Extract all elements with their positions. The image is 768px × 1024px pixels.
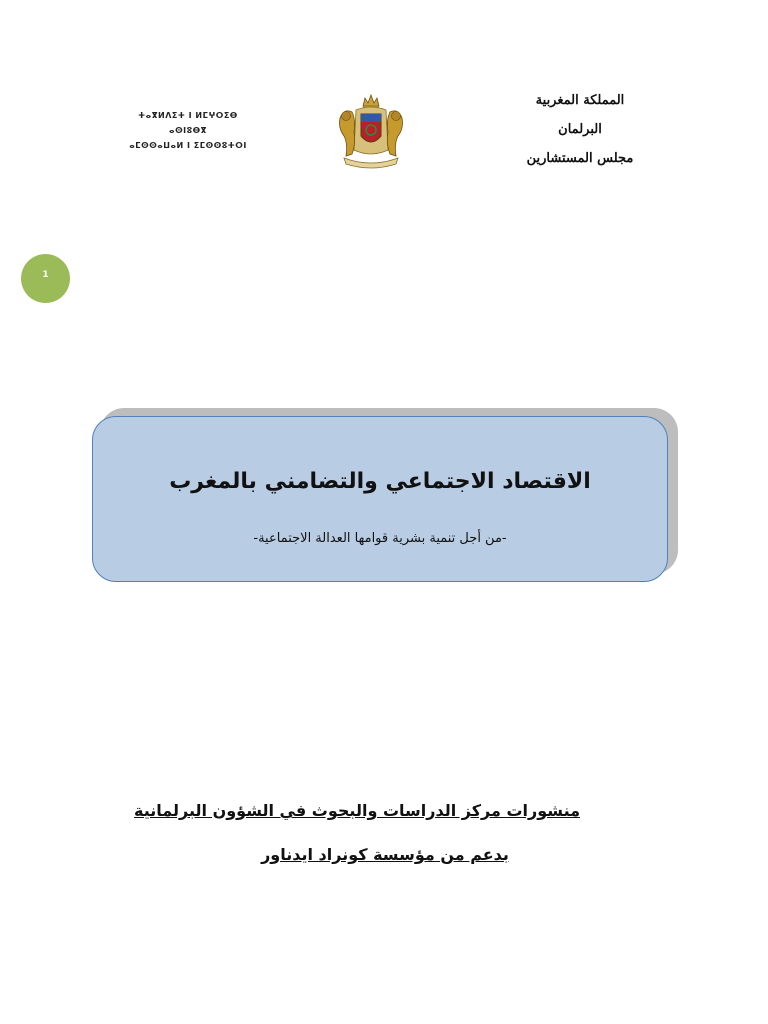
tifinagh-line-council: ⴰⵎⵙⵙⴰⵡⴰⵍ ⵏ ⵉⵎⵙⵙⵓⵜⵔⵏ: [129, 141, 247, 150]
arabic-line-parliament: البرلمان: [558, 122, 602, 137]
arabic-header: [520, 86, 640, 173]
publisher-line: منشورات مركز الدراسات والبحوث في الشؤون البرلمانية: [134, 801, 580, 820]
document-title: الاقتصاد الاجتماعي والتضامني بالمغرب: [169, 469, 591, 494]
tifinagh-header: [118, 108, 258, 153]
arabic-line-kingdom: المملكة المغربية: [535, 93, 625, 108]
coat-of-arms-icon: [334, 92, 408, 170]
page-number: 1: [42, 269, 49, 280]
tifinagh-line-kingdom: ⵜⴰⴳⵍⴷⵉⵜ ⵏ ⵍⵎⵖⵔⵉⴱ: [138, 111, 238, 120]
arabic-line-council: مجلس المستشارين: [526, 151, 634, 166]
title-box: [92, 416, 668, 582]
support-line: بدعم من مؤسسة كونراد ايدناور: [261, 845, 509, 864]
page-number-badge: [21, 254, 70, 303]
document-subtitle: -من أجل تنمية بشرية قوامها العدالة الاجتماعية-: [253, 531, 507, 546]
tifinagh-line-parliament: ⴰⵙⵏⵓⴱⴳ: [169, 126, 207, 135]
